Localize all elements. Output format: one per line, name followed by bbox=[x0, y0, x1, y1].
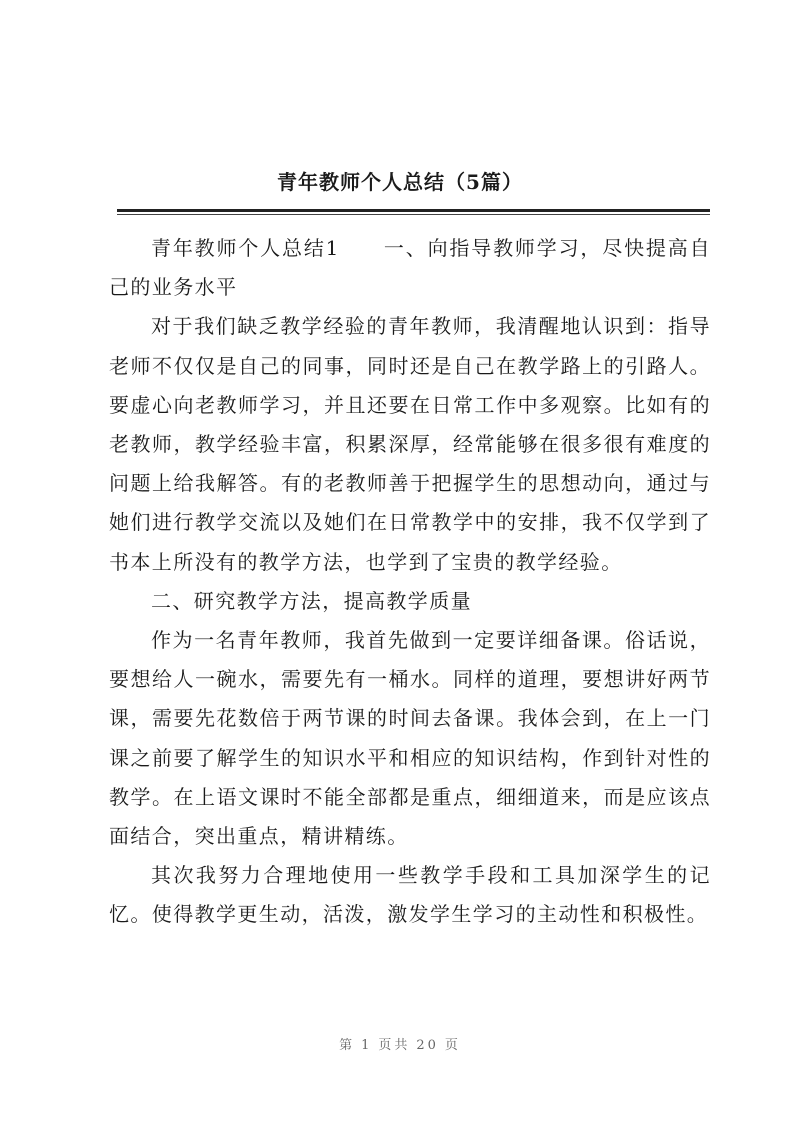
footer-total-pages: 20 bbox=[416, 1038, 439, 1053]
paragraph: 对于我们缺乏教学经验的青年教师，我清醒地认识到：指导老师不仅仅是自己的同事，同时还是自己在教学路上的引路人。要虚心向老教师学习，并且还要在日常工作中多观察。比如有的老教师，教学经验丰富，积累深厚，经常能够在很多很有难度的问题上给我解答。有的老教师善于把握学生的思想动向，通过与她们进行教学交流以及她们在日常教学中的安排，我不仅学到了书本上所没有的教学方法，也学到了宝贵的教学经验。 bbox=[109, 314, 711, 574]
footer-suffix: 页 bbox=[444, 1038, 461, 1053]
footer-prefix: 第 bbox=[339, 1038, 356, 1053]
document-body bbox=[109, 229, 711, 935]
paragraph-heading-2: 二、研究教学方法，提高教学质量 bbox=[151, 588, 472, 613]
paragraph-heading-1: 青年教师个人总结1 一、向指导教师学习，尽快提高自己的业务水平 bbox=[109, 236, 711, 300]
paragraph: 作为一名青年教师，我首先做到一定要详细备课。俗话说，要想给人一碗水，需要先有一桶水。同样的道理，要想讲好两节课，需要先花数倍于两节课的时间去备课。我体会到，在上一门课之前要了解学生的知识水平和相应的知识结构，作到针对性的教学。在上语文课时不能全部都是重点，细细道来，而是应该点面结合，突出重点，精讲精练。 bbox=[109, 628, 711, 849]
document-title: 青年教师个人总结（5篇） bbox=[277, 170, 523, 194]
title-divider-thick bbox=[117, 209, 710, 212]
footer-page-number: 1 bbox=[361, 1038, 373, 1053]
page-footer bbox=[0, 1034, 800, 1053]
title-divider-thin bbox=[117, 214, 710, 215]
footer-mid: 页共 bbox=[378, 1038, 411, 1053]
paragraph: 其次我努力合理地使用一些教学手段和工具加深学生的记忆。使得教学更生动，活泼，激发学生学习的主动性和积极性。 bbox=[109, 863, 711, 927]
